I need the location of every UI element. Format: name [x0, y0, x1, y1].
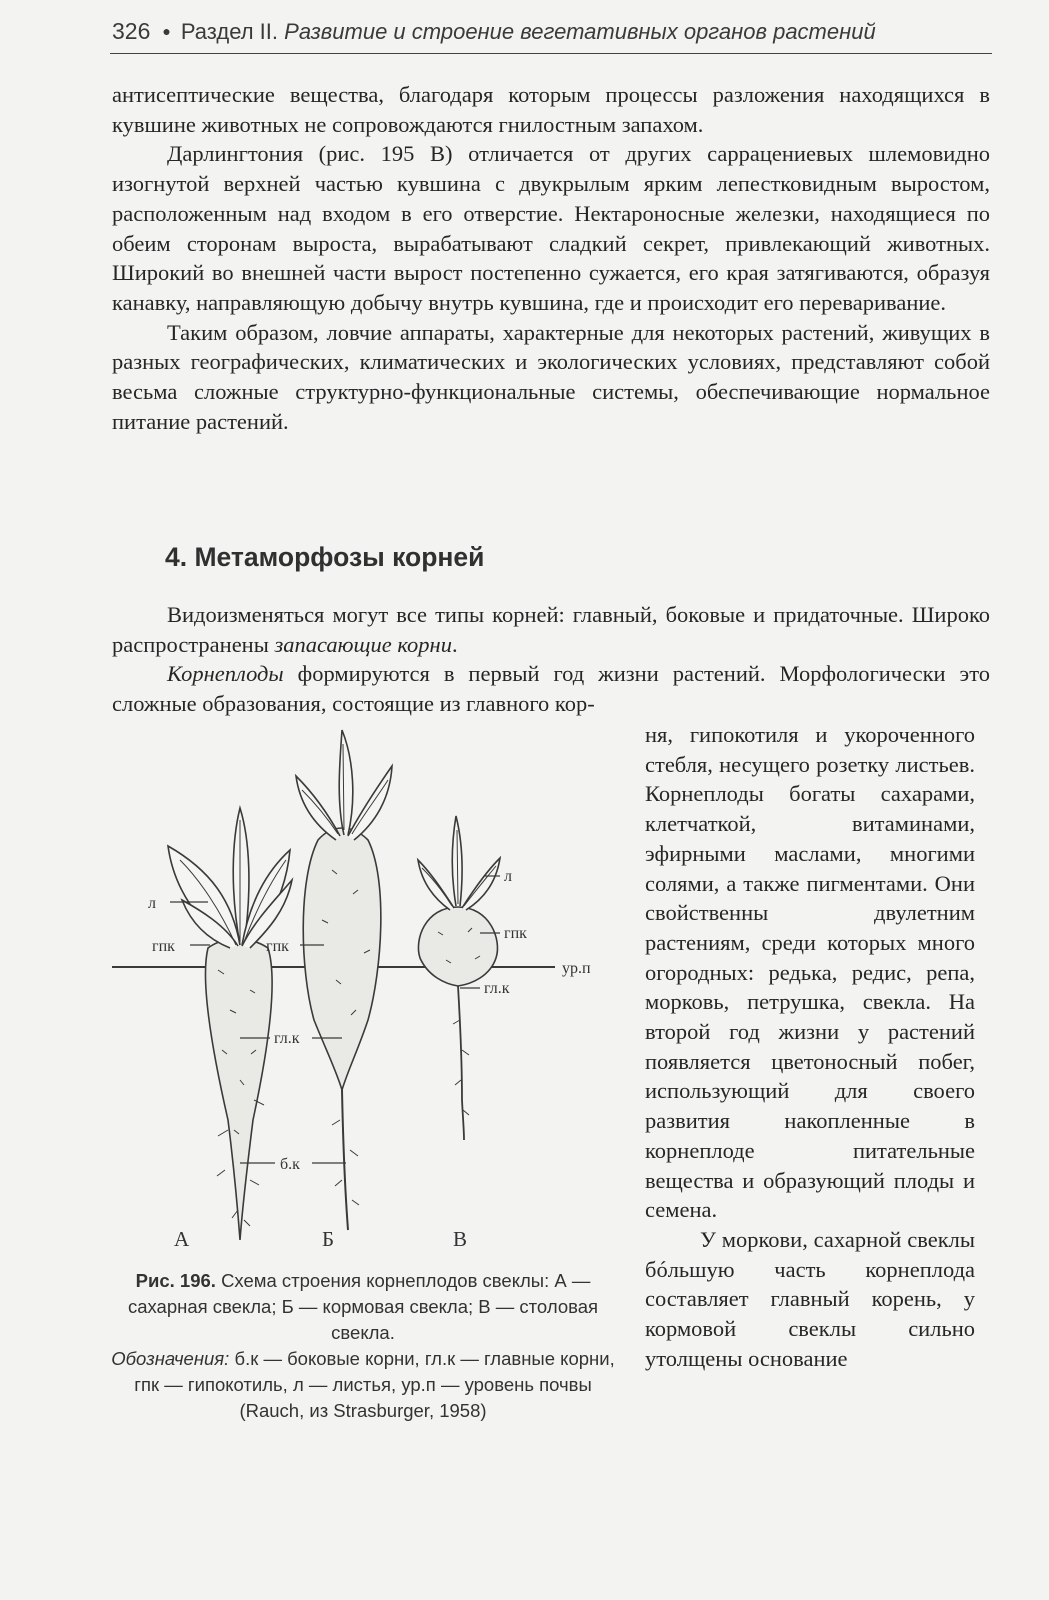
label-soil-level: ур.п	[562, 960, 591, 977]
figure-caption	[108, 1268, 618, 1424]
letter-a: А	[174, 1227, 190, 1251]
text-block-middle	[112, 600, 990, 719]
section-label: Раздел II.	[180, 19, 279, 44]
page-number: 326	[112, 18, 151, 44]
paragraph: У моркови, сахарной свеклы бóльшую часть корнеплода составляет главный корень, у кормовой свеклы сильно утолщены основание	[645, 1226, 975, 1371]
label-leaves: л	[148, 895, 156, 912]
section-title: Развитие и строение вегетативных органов растений	[284, 19, 876, 44]
label-main-root: гл.к	[274, 1030, 300, 1047]
plant-v	[418, 816, 500, 1140]
legend-label: Обозначения:	[111, 1348, 230, 1369]
label-main-root-v: гл.к	[484, 980, 510, 997]
text-run: формируются в первый год жизни растений. Морфологически это сложные образования, состоящие из главного кор-	[112, 661, 990, 717]
caption-legend	[108, 1346, 618, 1424]
letter-b: Б	[322, 1227, 335, 1251]
caption-title	[108, 1268, 618, 1346]
paragraph: антисептические вещества, благодаря которым процессы разложения находящихся в кувшине животных не сопровождаются гнилостным запахом.	[112, 82, 990, 137]
paragraph: Дарлингтония (рис. 195 В) отличается от других саррацениевых шлемовидно изогнутой верхней частью кувшина с двукрылым ярким лепестковидным выростом, расположенным над входом в его отверстие. Нектароносные железки, находящиеся по обеим сторонам выроста, вырабатывают сладкий секрет, привлекающий животных. Широкий во внешней части вырост постепенно сужается, его края затягиваются, образуя канавку, направляющую добычу внутрь кувшина, где и происходит его переваривание.	[112, 141, 990, 315]
caption-text: Схема строения корнеплодов свеклы: А — сахарная свекла; Б — кормовая свекла; В — столовая свекла.	[127, 1270, 599, 1343]
emphasis: запасающие корни	[274, 631, 452, 657]
beet-diagram	[100, 720, 630, 1265]
figure-number: Рис. 196.	[135, 1270, 216, 1291]
label-hypocotyl-b: гпк	[266, 938, 289, 955]
letter-v: В	[453, 1227, 468, 1251]
label-hypocotyl-a: гпк	[152, 938, 175, 955]
paragraph: ня, гипокотиля и укороченного стебля, несущего розетку листьев. Корнеплоды богаты сахарами, клетчаткой, витаминами, эфирными маслами, многими солями, а также пигментами. Они свойственны двулетним растениям, среди которых много огородных: редька, редис, репа, морковь, петрушка, свекла. На второй год жизни у растений появляется цветоносный побег, использующий для своего развития накопленные в корнеплоде питательные вещества и образующий плоды и семена.	[645, 722, 975, 1223]
legend-text: б.к — боковые корни, гл.к — главные корни, гпк — гипокотиль, л — листья, ур.п — уровень почвы (Rauch, из Strasburger, 1958)	[134, 1348, 615, 1421]
label-hypocotyl-v: гпк	[504, 925, 527, 942]
plant-a	[168, 808, 292, 1240]
running-header	[112, 18, 990, 45]
header-rule	[110, 53, 992, 54]
text-run: Видоизменяться могут все типы корней: главный, боковые и придаточные. Широко распространены	[112, 602, 990, 657]
emphasis: Корнеплоды	[167, 661, 284, 687]
text-block-top	[112, 80, 990, 436]
paragraph	[112, 659, 990, 718]
label-lateral-roots: б.к	[280, 1156, 300, 1173]
text-run: .	[451, 631, 458, 657]
bullet-icon: ●	[162, 23, 171, 39]
paragraph	[112, 600, 990, 659]
plant-b	[296, 730, 392, 1230]
section-heading: 4. Метаморфозы корней	[165, 542, 485, 572]
text-column-right	[645, 720, 975, 1373]
paragraph: Таким образом, ловчие аппараты, характерные для некоторых растений, живущих в разных географических, климатических и экологических условиях, представляют собой весьма сложные структурно-функциональные системы, обеспечивающие нормальное питание растений.	[112, 319, 990, 434]
figure-196	[100, 720, 630, 1265]
label-leaves-v: л	[504, 868, 512, 885]
